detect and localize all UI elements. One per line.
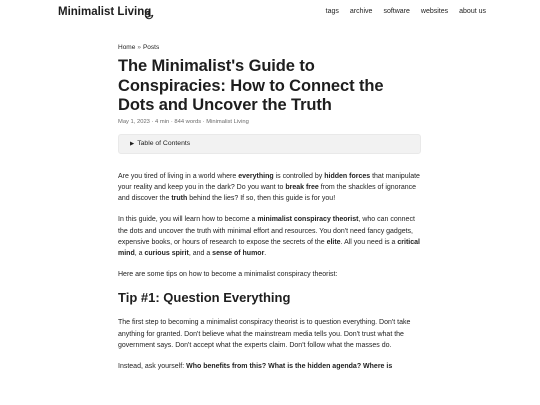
post-title: The Minimalist's Guide to Conspiracies: How to Connect the Dots and Uncover the Truth: [118, 57, 384, 114]
triangle-right-icon: ▶: [130, 140, 135, 147]
paragraph-tips-intro: Here are some tips on how to become a minimalist conspiracy theorist:: [118, 271, 338, 279]
nav-item-about-us[interactable]: about us: [459, 8, 486, 15]
text-run: behind the lies? If so, then this guide is for you!: [187, 195, 336, 203]
bold-text: truth: [171, 195, 188, 203]
paragraph-tip-1: The first step to becoming a minimalist conspiracy theorist is to question everything. Don't take anything for granted. Don't believe what the mainstream media tells you. Don't trust what the government says. Don't accept what the experts claim. Don't follow what the masses do.: [118, 319, 411, 350]
nav-item-software[interactable]: software: [383, 8, 410, 15]
section-heading: Tip #1: Question Everything: [118, 290, 291, 306]
breadcrumb-separator: »: [137, 44, 141, 51]
site-logo[interactable]: Minimalist Living: [58, 6, 152, 18]
text-run: , who can connect the dots and uncover the truth with minimal effort and resources. You don't need fancy gadgets, expensive books, or hours of research to expose the secrets of the: [118, 216, 415, 247]
nav-item-websites[interactable]: websites: [420, 8, 449, 15]
main-nav: [326, 8, 486, 15]
text-run: Instead, ask yourself:: [118, 362, 187, 370]
text-run: , and a: [188, 250, 213, 258]
bold-text: everything: [238, 172, 274, 180]
post-main: [118, 44, 422, 382]
toc-label: Table of Contents: [137, 139, 191, 147]
paragraph-tip-1-questions: [118, 361, 422, 372]
post-meta: May 1, 2023 · 4 min · 844 words · Minimalist Living: [118, 118, 249, 125]
text-run: that manipulate your reality and keep you in the dark? Do you want to: [118, 172, 420, 191]
bold-text: sense of humor: [212, 250, 265, 258]
paragraph-intro: [118, 171, 422, 205]
site-header: [0, 0, 540, 26]
text-run: . All you need is a: [340, 239, 398, 247]
text-run: In this guide, you will learn how to become a: [118, 216, 258, 224]
nav-item-archive[interactable]: archive: [349, 8, 373, 15]
bold-text: Who benefits from this? What is the hidden agenda? Where is: [186, 362, 393, 370]
paragraph-guide: [118, 214, 422, 260]
text-run: .: [264, 250, 267, 258]
bold-text: hidden forces: [324, 172, 371, 180]
text-run: from the shackles of ignorance and discover the: [118, 183, 417, 203]
text-run: Are you tired of living in a world where: [118, 172, 239, 180]
bold-text: critical mind: [118, 239, 420, 258]
bold-text: elite: [326, 239, 341, 247]
moon-icon[interactable]: [144, 7, 154, 17]
bold-text: break free: [285, 183, 319, 191]
table-of-contents-toggle[interactable]: [118, 134, 421, 154]
bold-text: minimalist conspiracy theorist: [257, 216, 359, 224]
breadcrumb-home[interactable]: Home: [118, 44, 136, 51]
breadcrumb-posts[interactable]: Posts: [142, 44, 160, 51]
bold-text: curious spirit: [144, 250, 189, 258]
post-content: [118, 171, 422, 373]
text-run: , a: [134, 250, 145, 258]
breadcrumb: [118, 44, 422, 51]
text-run: is controlled by: [273, 172, 325, 180]
nav-item-tags[interactable]: tags: [325, 8, 339, 15]
